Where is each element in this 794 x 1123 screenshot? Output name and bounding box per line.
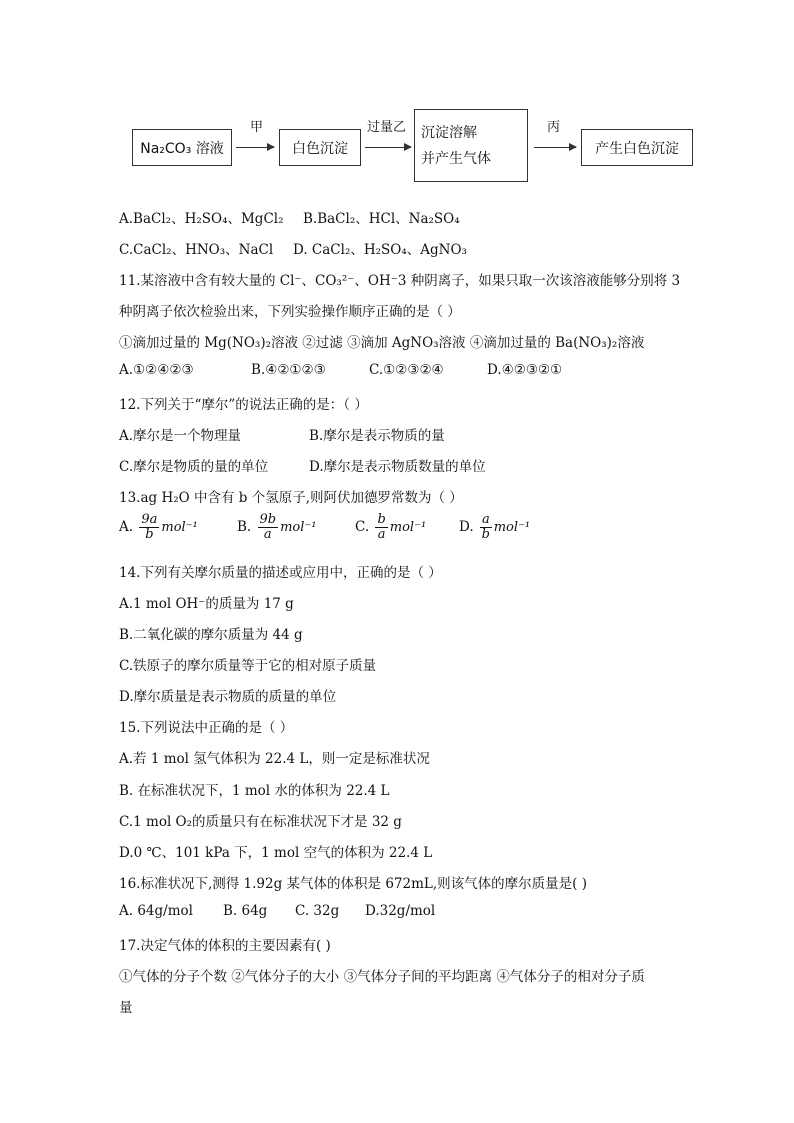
q13-options [119, 513, 530, 542]
q16-option-b: B. 64g [223, 903, 268, 919]
q13-stem: 13.ag H₂O 中含有 b 个氢原子,则阿伏加德罗常数为（ ） [119, 490, 463, 506]
q11-option-c: C.①②③②④ [369, 362, 444, 378]
q13-option-c-fraction [375, 513, 387, 542]
q13-option-d-label: D. [459, 519, 474, 535]
q16-option-c: C. 32g [295, 903, 340, 919]
flow-box-white-precipitate: 白色沉淀 [279, 129, 361, 166]
flow-arrow-3 [534, 147, 576, 148]
flow-box-na2co3: Na₂CO₃ 溶液 [132, 129, 232, 166]
q14-stem: 14.下列有关摩尔质量的描述或应用中，正确的是（ ） [119, 565, 442, 581]
q11-option-a: A.①②④②③ [119, 362, 194, 378]
flow-box-dissolve-line1: 沉淀溶解 [421, 124, 477, 141]
flow-arrow-2 [365, 147, 411, 148]
q12-option-d: D.摩尔是表示物质数量的单位 [309, 459, 486, 475]
q14-option-a: A.1 mol OH⁻的质量为 17 g [119, 596, 294, 612]
q13-option-b-denominator: a [263, 527, 272, 542]
q11-stem-line2: 种阴离子依次检验出来，下列实验操作顺序正确的是（ ） [119, 304, 461, 320]
q11-option-b: B.④②①②③ [251, 362, 326, 378]
q14-option-d: D.摩尔质量是表示物质的质量的单位 [119, 689, 337, 705]
q13-option-d-numerator: a [481, 512, 490, 527]
q15-option-a: A.若 1 mol 氢气体积为 22.4 L，则一定是标准状况 [119, 751, 430, 767]
q14-option-b: B.二氧化碳的摩尔质量为 44 g [119, 627, 303, 643]
q15-option-c: C.1 mol O₂的质量只有在标准状况下才是 32 g [119, 814, 402, 830]
q13-option-d-denominator: b [481, 527, 490, 542]
q13-option-c-denominator: a [377, 527, 386, 542]
q13-option-a-label: A. [119, 519, 134, 535]
q12-options-row2 [119, 455, 486, 475]
q11-options [119, 362, 562, 378]
flow-box-white-precipitate-final: 产生白色沉淀 [581, 129, 693, 166]
q16-stem: 16.标准状况下,测得 1.92g 某气体的体积是 672mL,则该气体的摩尔质量是( ) [119, 876, 587, 892]
flow-arrow-1-label: 甲 [250, 120, 264, 135]
q14-option-c: C.铁原子的摩尔质量等于它的相对原子质量 [119, 658, 377, 674]
q10-options-row1 [119, 207, 460, 227]
q11-steps: ①滴加过量的 Mg(NO₃)₂溶液 ②过滤 ③滴加 AgNO₃溶液 ④滴加过量的 Ba(NO₃)₂溶液 [119, 335, 645, 351]
q13-option-d [459, 513, 530, 542]
q12-options-row1 [119, 424, 445, 444]
q15-option-b: B. 在标准状况下，1 mol 水的体积为 22.4 L [119, 783, 390, 799]
flow-arrow-2-label: 过量乙 [367, 120, 407, 135]
q11-option-d: D.④②③②① [487, 362, 563, 378]
q13-option-c-unit: mol⁻¹ [389, 520, 427, 535]
q11-stem-line1: 11.某溶液中含有较大量的 Cl⁻、CO₃²⁻、OH⁻3 种阴离子，如果只取一次该溶液能够分别将 3 [119, 273, 681, 289]
q10-options-row2 [119, 238, 467, 258]
flow-box-dissolve [414, 109, 528, 182]
q13-option-b [237, 513, 355, 542]
q13-option-b-label: B. [237, 519, 252, 535]
q13-option-d-fraction [480, 513, 492, 542]
q10-option-a: A.BaCl₂、H₂SO₄、MgCl₂ [119, 211, 284, 227]
q13-option-c-label: C. [355, 519, 370, 535]
q15-option-d: D.0 ℃、101 kPa 下，1 mol 空气的体积为 22.4 L [119, 845, 433, 861]
q16-option-a: A. 64g/mol [119, 903, 193, 919]
q16-options [119, 903, 435, 919]
q13-option-a-unit: mol⁻¹ [161, 520, 198, 535]
q10-option-b: B.BaCl₂、HCl、Na₂SO₄ [303, 211, 460, 227]
q10-option-d: D. CaCl₂、H₂SO₄、AgNO₃ [293, 242, 467, 258]
flow-arrow-1 [236, 147, 274, 148]
q13-option-b-unit: mol⁻¹ [280, 520, 317, 535]
q12-option-b: B.摩尔是表示物质的量 [309, 428, 445, 444]
flow-diagram [0, 0, 794, 200]
q13-option-d-unit: mol⁻¹ [493, 520, 531, 535]
q16-option-d: D.32g/mol [365, 903, 436, 919]
q12-option-a: A.摩尔是一个物理量 [119, 428, 242, 444]
q13-option-a-denominator: b [145, 527, 154, 542]
q17-stem: 17.决定气体的体积的主要因素有( ) [119, 938, 331, 954]
q12-option-c: C.摩尔是物质的量的单位 [119, 459, 269, 475]
flow-box-dissolve-line2: 并产生气体 [421, 150, 491, 167]
q13-option-a-numerator: 9a [141, 512, 158, 527]
q12-stem: 12.下列关于“摩尔”的说法正确的是：（ ） [119, 397, 368, 413]
q10-option-c: C.CaCl₂、HNO₃、NaCl [119, 242, 274, 258]
q13-option-a [119, 513, 237, 542]
q13-option-b-fraction [258, 513, 279, 542]
q17-factors-line1: ①气体的分子个数 ②气体分子的大小 ③气体分子间的平均距离 ④气体分子的相对分子质 [119, 969, 645, 985]
q17-factors-line2: 量 [119, 1000, 133, 1016]
flow-arrow-3-label: 丙 [547, 120, 561, 135]
q15-stem: 15.下列说法中正确的是（ ） [119, 720, 294, 736]
q13-option-c [355, 513, 459, 542]
q13-option-b-numerator: 9b [259, 512, 277, 527]
q13-option-c-numerator: b [377, 512, 386, 527]
q13-option-a-fraction [139, 513, 159, 542]
